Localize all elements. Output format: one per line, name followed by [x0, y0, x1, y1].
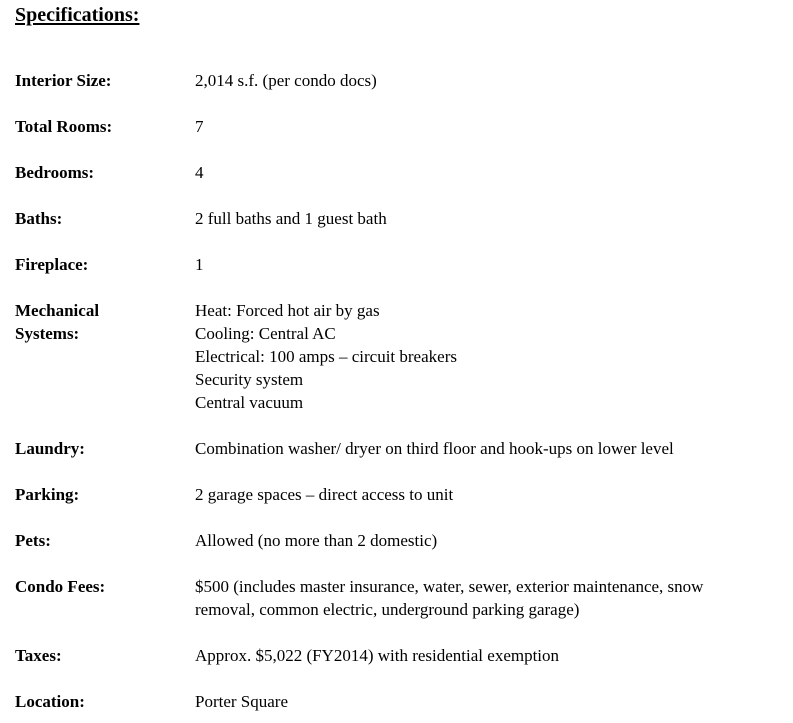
spec-value [195, 529, 793, 552]
spec-value [195, 644, 793, 667]
spec-value-line: removal, common electric, underground parking garage) [195, 600, 580, 619]
spec-label: Baths: [15, 209, 63, 228]
spec-value-line: Cooling: Central AC [195, 324, 336, 343]
spec-label: Total Rooms: [15, 117, 113, 136]
spec-value-line: Heat: Forced hot air by gas [195, 301, 380, 320]
spec-label: Location: [15, 692, 85, 711]
spec-value-line: 4 [195, 163, 204, 182]
spec-label: Bedrooms: [15, 163, 95, 182]
spec-value [195, 690, 793, 713]
spec-value [195, 69, 793, 92]
spec-value-line: Approx. $5,022 (FY2014) with residential exemption [195, 646, 560, 665]
spec-value [195, 437, 793, 460]
spec-label: Laundry: [15, 439, 85, 458]
spec-label: Parking: [15, 485, 80, 504]
spec-value-line: 1 [195, 255, 204, 274]
spec-label: Interior Size: [15, 71, 112, 90]
spec-value-line: Security system [195, 370, 304, 389]
spec-label: Taxes: [15, 646, 62, 665]
page-title: Specifications: [15, 4, 140, 26]
spec-value [195, 483, 793, 506]
spec-value-line: 2 garage spaces – direct access to unit [195, 485, 454, 504]
spec-value-line: Allowed (no more than 2 domestic) [195, 531, 438, 550]
spec-value-line: 2 full baths and 1 guest bath [195, 209, 387, 228]
spec-label: Pets: [15, 531, 51, 550]
spec-value [195, 161, 793, 184]
spec-label [15, 299, 190, 345]
spec-label-line: Mechanical [15, 301, 100, 320]
spec-value-line: Porter Square [195, 692, 289, 711]
spec-value-line: Central vacuum [195, 393, 304, 412]
spec-value-line: 7 [195, 117, 204, 136]
spec-value-line: Combination washer/ dryer on third floor and hook-ups on lower level [195, 439, 674, 458]
spec-label-line: Systems: [15, 324, 80, 343]
spec-value-line: Electrical: 100 amps – circuit breakers [195, 347, 457, 366]
spec-value [195, 207, 793, 230]
spec-value [195, 299, 793, 414]
spec-value [195, 253, 793, 276]
spec-label: Condo Fees: [15, 577, 106, 596]
spec-label: Fireplace: [15, 255, 89, 274]
spec-value-line: $500 (includes master insurance, water, sewer, exterior maintenance, snow [195, 577, 704, 596]
spec-value [195, 575, 793, 621]
spec-value-line: 2,014 s.f. (per condo docs) [195, 71, 377, 90]
spec-value [195, 115, 793, 138]
